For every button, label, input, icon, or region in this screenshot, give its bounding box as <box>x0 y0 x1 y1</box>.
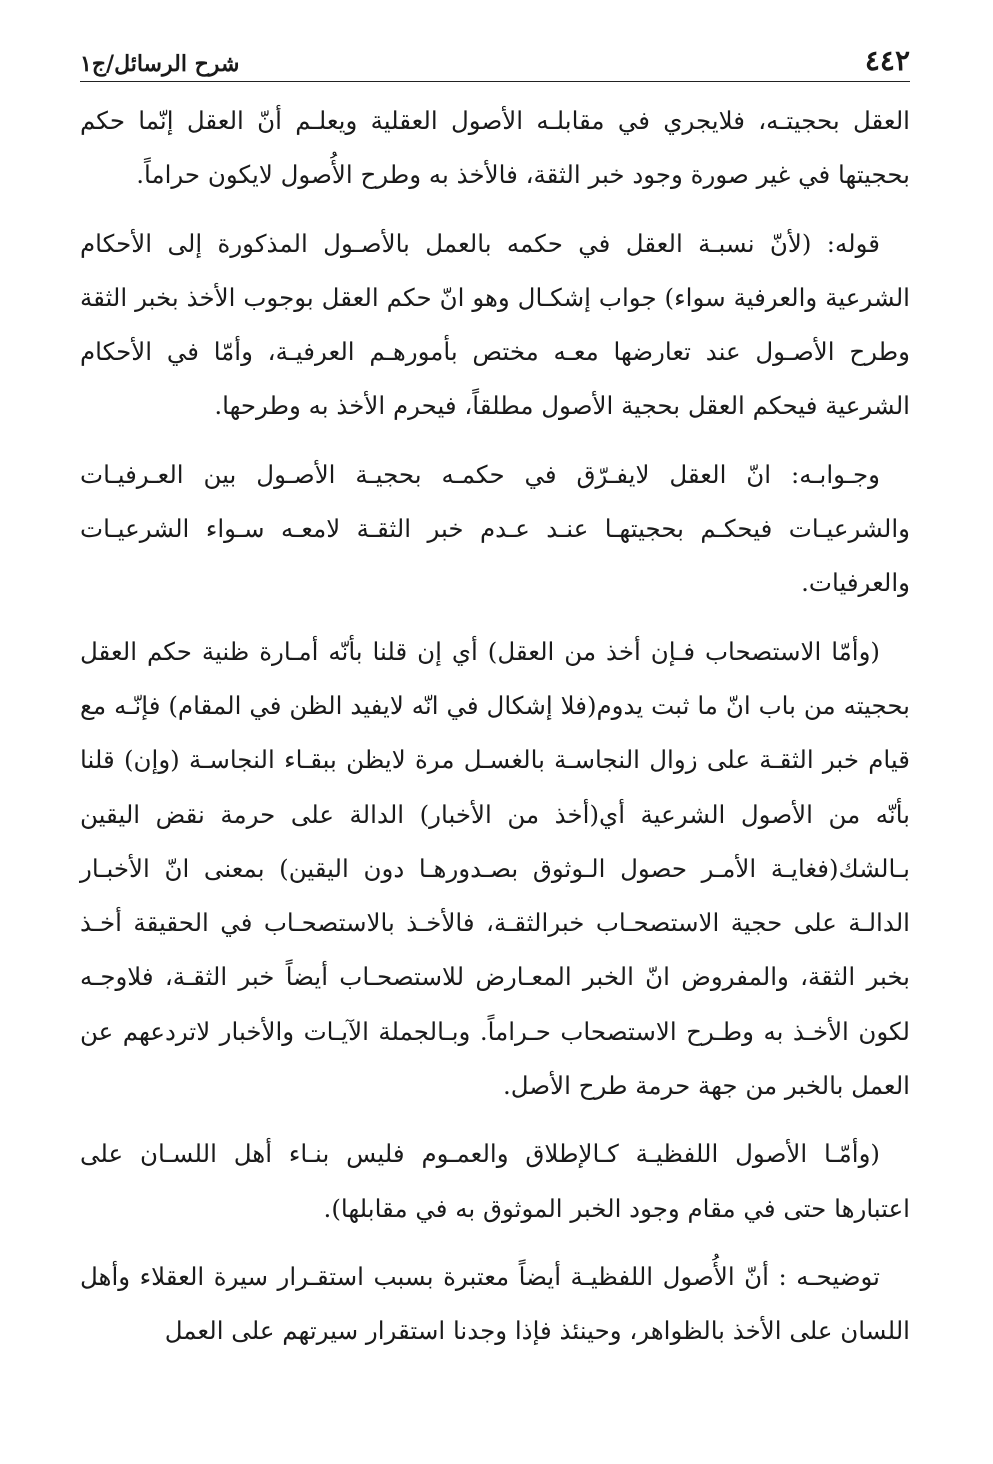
running-title: شرح الرسائل/ج١ <box>80 51 240 77</box>
paragraph: وجـوابـه: انّ العقل لايفـرّق في حكمـه بحجيـة الأصـول بين العـرفيـات والشرعيـات فيحكـم بحجيتهـا عنـد عـدم خبر الثقـة لامعـه سـواء الشرعيـات والعرفيات. <box>80 459 910 598</box>
page-header <box>80 38 910 82</box>
paragraph: توضيحـه : أنّ الأُصول اللفظيـة أيضاً معتبرة بسبب استقـرار سيرة العقلاء وأهل اللسان على الأخذ بالظواهر، وحينئذ فإذا وجدنا استقرار سيرتهم على العمل <box>80 1261 910 1346</box>
paragraph: قوله: (لأنّ نسبـة العقل في حكمه بالعمل بالأصـول المذكورة إلى الأحكام الشرعية والعرفية سواء) جواب إشكـال وهو انّ حكم العقل بوجوب الأخذ بخبر الثقة وطرح الأصـول عند تعارضها معـه مختص بأمورهـم العرفيـة، وأمّا في الأحكام الشرعية فيحكم العقل بحجية الأصول مطلقاً، فيحرم الأخذ به وطرحها. <box>80 228 910 421</box>
paragraph: (وأمّـا الأصول اللفظيـة كـالإطلاق والعمـوم فليس بنـاء أهل اللسـان على اعتبارها حتى في مقام وجود الخبر الموثوق به في مقابلها). <box>80 1139 910 1223</box>
page-number: ٤٤٢ <box>864 44 910 77</box>
paragraph: العقل بحجيتـه، فلايجري في مقابلـه الأصول العقلية ويعلـم أنّ العقل إنّما حكم بحجيتها في غير صورة وجود خبر الثقة، فالأخذ به وطرح الأُصول لايكون حراماً. <box>80 106 910 190</box>
body-text <box>80 94 910 1359</box>
document-page <box>80 38 910 1438</box>
paragraph: (وأمّا الاستصحاب فـإن أخذ من العقل) أي إن قلنا بأنّه أمـارة ظنية حكم العقل بحجيته من باب انّ ما ثبت يدوم(فلا إشكال في انّه لايفيد الظن في المقام) فإنّـه مع قيام خبر الثقـة على زوال النجاسـة بالغسـل مرة لايظن ببقـاء النجاسـة (وإن) قلنا بأنّه من الأصول الشرعية أي(أخذ من الأخبار) الدالة على حرمة نقض اليقين بـالشك(فغايـة الأمـر حصول الـوثوق بصـدورهـا دون اليقين) بمعنى انّ الأخبـار الدالـة على حجية الاستصحـاب خبرالثقـة، فالأخـذ بالاستصحـاب في الحقيقة أخـذ بخبر الثقة، والمفروض انّ الخبر المعـارض للاستصحـاب أيضاً خبر الثقـة، فلاوجـه لكون الأخـذ به وطـرح الاستصحاب حـراماً. وبـالجملة الآيـات والأخبار لاتردعهم عن العمل بالخبر من جهة حرمة طرح الأصل. <box>80 636 910 1101</box>
